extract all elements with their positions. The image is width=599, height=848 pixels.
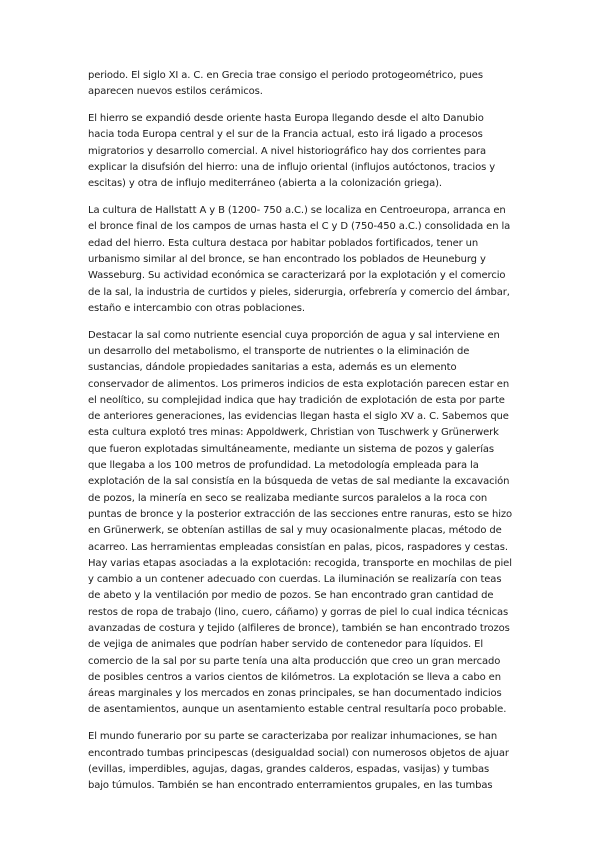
paragraph-mundo-funerario: El mundo funerario por su parte se caracterizaba por realizar inhumaciones, se han encontrado tumbas principescas (desigualdad social) con numerosos objetos de ajuar (evillas, imperdibles, agujas, dagas, grandes calderos, espadas, vasijas) y tumbas bajo túmulos. También se han encontrado enterramientos grupales, en las tumbas	[88, 731, 509, 792]
paragraph-cultura-hallstatt: La cultura de Hallstatt A y B (1200- 750 a.C.) se localiza en Centroeuropa, arranca en el bronce final de los campos de urnas hasta el C y D (750-450 a.C.) consolidada en la edad del hierro. Esta cultura destaca por habitar poblados fortificados, tener un urbanismo similar al del bronce, se han encontrado los poblados de Heuneburg y Wasseburg. Su actividad económica se caracterizará por la explotación y el comercio de la sal, la industria de curtidos y pieles, siderurgia, orfebrería y comercio del ámbar, estaño e intercambio con otras poblaciones.	[88, 205, 511, 314]
document-body	[88, 68, 513, 805]
paragraph-protogeometrico: periodo. El siglo XI a. C. en Grecia trae consigo el periodo protogeométrico, pues aparecen nuevos estilos cerámicos.	[88, 70, 483, 98]
paragraph-explotacion-sal: Destacar la sal como nutriente esencial cuya proporción de agua y sal interviene en un desarrollo del metabolismo, el transporte de nutrientes o la eliminación de sustancias, dándole propiedades sanitarias a esta, además es un elemento conservador de alimentos. Los primeros indicios de esta explotación parecen estar en el neolítico, su complejidad indica que hay tradición de explotación de esta por parte de anteriores generaciones, las evidencias llegan hasta el siglo XV a. C. Sabemos que esta cultura explotó tres minas: Appoldwerk, Christian von Tuschwerk y Grünerwerk que fueron explotadas simultáneamente, mediante un sistema de pozos y galerías que llegaba a los 100 metros de profundidad. La metodología empleada para la explotación de la sal consistía en la búsqueda de vetas de sal mediante la excavación de pozos, la minería en seco se realizaba mediante surcos paralelos a la roca con puntas de bronce y la posterior extracción de las secciones entre ranuras, esto se hizo en Grünerwerk, se obtenían astillas de sal y muy ocasionalmente placas, método de acarreo. Las herramientas empleadas consistían en palas, picos, raspadores y cestas. Hay varias etapas asociadas a la explotación: recogida, transporte en mochilas de piel y cambio a un contener adecuado con cuerdas. La iluminación se realizaría con teas de abeto y la ventilación por medio de pozos. Se han encontrado gran cantidad de restos de ropa de trabajo (lino, cuero, cáñamo) y gorras de piel lo cual indica técnicas avanzadas de costura y tejido (alfileres de bronce), también se han encontrado trozos de vejiga de animales que podrían haber servido de contenedor para líquidos. El comercio de la sal por su parte tenía una alta producción que creo un gran mercado de posibles centros a varios cientos de kilómetros. La explotación se lleva a cabo en áreas marginales y los mercados en zonas principales, se han documentado indicios de asentamientos, aunque un asentamiento estable central resultaría poco probable.	[88, 329, 512, 716]
paragraph-expansion-hierro: El hierro se expandió desde oriente hasta Europa llegando desde el alto Danubio hacia toda Europa central y el sur de la Francia actual, esto irá ligado a procesos migratorios y desarrollo comercial. A nivel historiográfico hay dos corrientes para explicar la disufsión del hierro: una de influjo oriental (influjos autóctonos, tracios y escitas) y otra de influjo mediterráneo (abierta a la colonización griega).	[88, 113, 496, 190]
